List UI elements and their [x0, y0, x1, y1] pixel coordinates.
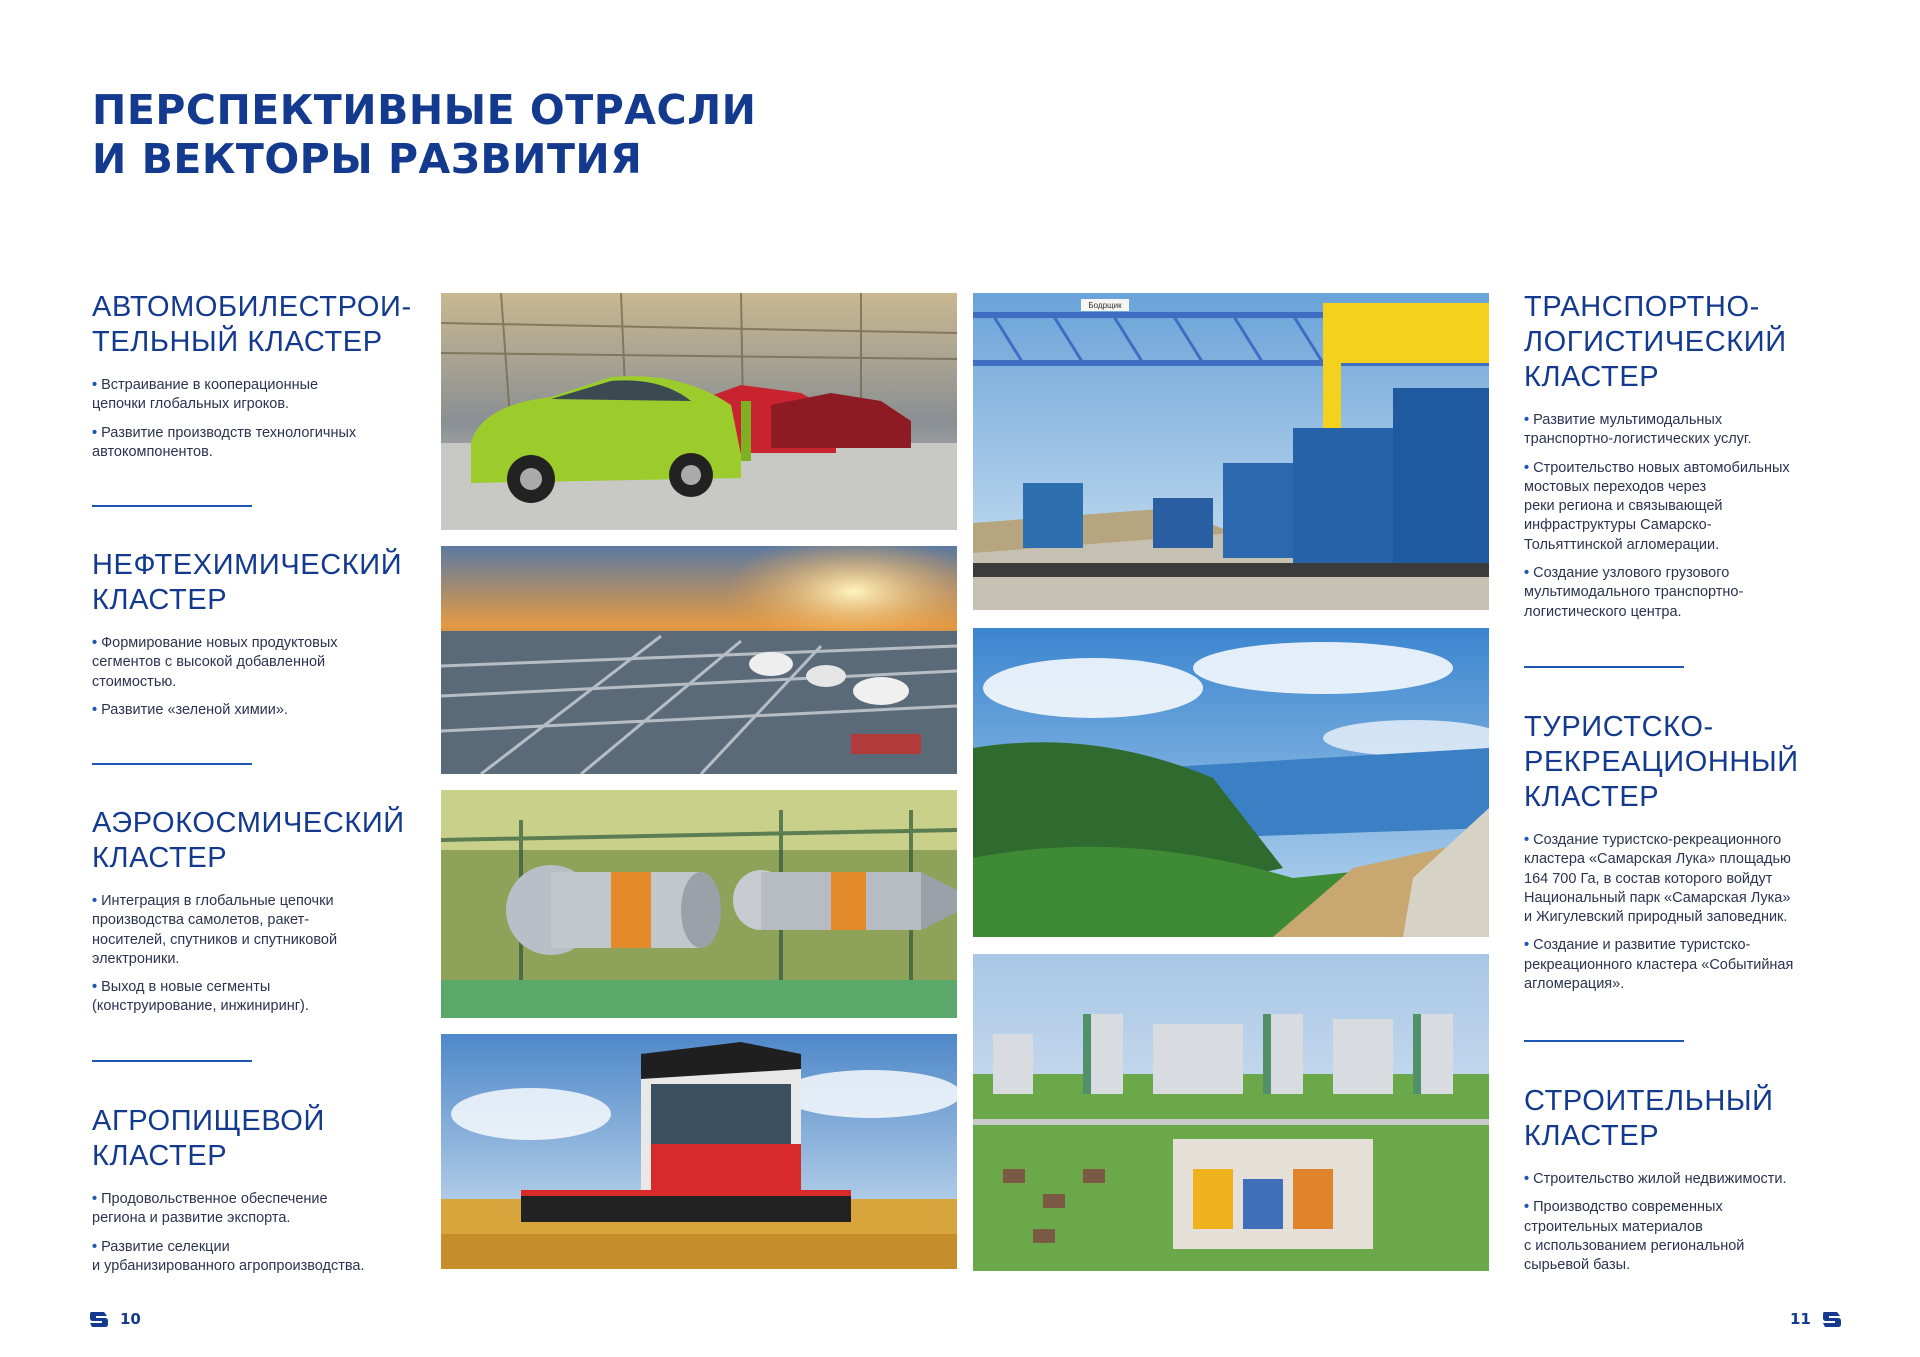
bullet-item: • Развитие производств технологичных автокомпонентов. — [92, 424, 357, 460]
bullet-item: • Продовольственное обеспечение региона и развитие экспорта. — [92, 1191, 328, 1227]
region-logo-icon — [1821, 1308, 1843, 1330]
photo-container-terminal — [973, 293, 1489, 610]
photo-combine-harvester — [441, 1034, 957, 1269]
section-tourism-cluster — [1524, 710, 1854, 1003]
bullet-item: • Развитие «зеленой химии». — [92, 701, 288, 718]
bullet-list — [1524, 831, 1854, 994]
bullet-list — [92, 634, 422, 720]
section-title: АГРОПИЩЕВОЙ КЛАСТЕР — [92, 1105, 325, 1172]
section-divider — [92, 763, 252, 765]
section-title: ТРАНСПОРТНО- ЛОГИСТИЧЕСКИЙ КЛАСТЕР — [1524, 291, 1787, 393]
bullet-list — [1524, 411, 1854, 622]
bullet-list — [92, 1190, 422, 1276]
region-logo-icon — [88, 1308, 110, 1330]
section-divider — [92, 505, 252, 507]
page-title-line2: И ВЕКТОРЫ РАЗВИТИЯ — [92, 135, 643, 183]
photo-refinery — [441, 546, 957, 774]
photo-residential-district — [973, 954, 1489, 1271]
bullet-list — [1524, 1170, 1854, 1275]
bullet-item: • Интеграция в глобальные цепочки производства самолетов, ракет- носителей, спутников и спутниковой электроники. — [92, 893, 338, 967]
section-construction-cluster — [1524, 1084, 1854, 1284]
bullet-item: • Создание и развитие туристско- рекреационного кластера «Событийная агломерация». — [1524, 937, 1794, 993]
section-transport-cluster — [1524, 290, 1854, 631]
bullet-list — [92, 892, 422, 1017]
bullet-item: • Производство современных строительных материалов с использованием региональной сырьевой базы. — [1524, 1199, 1745, 1274]
photo-volga-landscape — [973, 628, 1489, 937]
photo-rocket-assembly — [441, 790, 957, 1018]
section-divider — [1524, 666, 1684, 668]
photo-car-factory — [441, 293, 957, 530]
page-footer-left — [88, 1308, 141, 1330]
bullet-item: • Развитие мультимодальных транспортно-логистических услуг. — [1524, 412, 1752, 448]
section-auto-cluster — [92, 290, 422, 471]
section-divider — [1524, 1040, 1684, 1042]
page-title-line1: ПЕРСПЕКТИВНЫЕ ОТРАСЛИ — [92, 86, 757, 134]
bullet-item: • Выход в новые сегменты (конструирование, инжиниринг). — [92, 979, 309, 1015]
bullet-list — [92, 376, 422, 462]
section-title: СТРОИТЕЛЬНЫЙ КЛАСТЕР — [1524, 1085, 1774, 1152]
section-title: ТУРИСТСКО- РЕКРЕАЦИОННЫЙ КЛАСТЕР — [1524, 711, 1799, 813]
page-title — [92, 86, 756, 184]
section-title: АЭРОКОСМИЧЕСКИЙ КЛАСТЕР — [92, 807, 405, 874]
page-number-left: 10 — [120, 1310, 141, 1328]
section-petrochem-cluster — [92, 548, 422, 729]
crane-sign-text: Бодрщик — [1088, 301, 1122, 310]
bullet-item: • Строительство новых автомобильных мостовых переходов через реки региона и связывающей инфраструктуры Самарско- Тольяттинской агломерации. — [1524, 459, 1790, 553]
section-aerospace-cluster — [92, 806, 422, 1026]
bullet-item: • Развитие селекции и урбанизированного агропроизводства. — [92, 1238, 365, 1274]
bullet-item: • Формирование новых продуктовых сегментов с высокой добавленной стоимостью. — [92, 635, 338, 690]
bullet-item: • Создание узлового грузового мультимодального транспортно- логистического центра. — [1524, 565, 1744, 620]
bullet-item: • Строительство жилой недвижимости. — [1524, 1171, 1787, 1187]
page-footer-right — [1790, 1308, 1843, 1330]
page-number-right: 11 — [1790, 1310, 1811, 1328]
section-divider — [92, 1060, 252, 1062]
section-agro-cluster — [92, 1104, 422, 1285]
section-title: НЕФТЕХИМИЧЕСКИЙ КЛАСТЕР — [92, 549, 403, 616]
bullet-item: • Создание туристско-рекреационного кластера «Самарская Лука» площадью 164 700 Га, в состав которого войдут Национальный парк «Самарская Лука» и Жигулевский природный заповедник. — [1524, 832, 1791, 926]
bullet-item: • Встраивание в кооперационные цепочки глобальных игроков. — [92, 377, 319, 413]
section-title: АВТОМОБИЛЕСТРОИ- ТЕЛЬНЫЙ КЛАСТЕР — [92, 291, 412, 358]
